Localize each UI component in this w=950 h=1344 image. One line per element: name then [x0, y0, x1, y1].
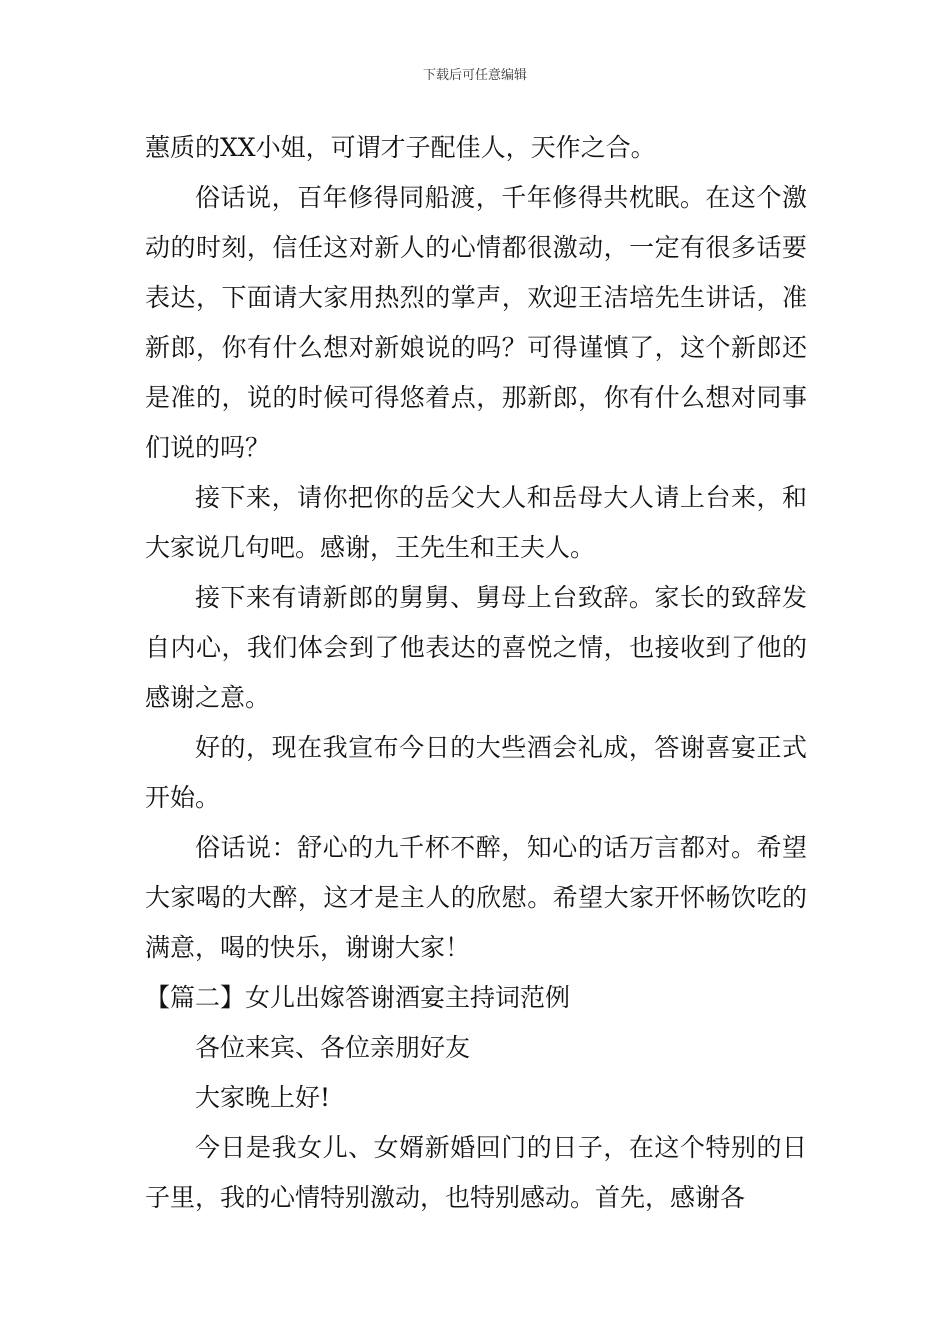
paragraph-good-evening: 大家晚上好!: [195, 1083, 331, 1112]
section-heading: 【篇二】女儿出嫁答谢酒宴主持词范例: [145, 983, 571, 1012]
paragraph-greeting: 各位来宾、各位亲朋好友: [195, 1033, 471, 1062]
paragraph-4: 接下来有请新郎的舅舅、舅母上台致辞。家长的致辞发自内心，我们体会到了他表达的喜悦之情，也接收到了他的感谢之意。: [145, 583, 807, 712]
paragraph-6: 俗话说：舒心的九千杯不醉，知心的话万言都对。希望大家喝的大醉，这才是主人的欣慰。希望大家开怀畅饮吃的满意，喝的快乐，谢谢大家！: [145, 833, 807, 962]
paragraph-5: 好的，现在我宣布今日的大些酒会礼成，答谢喜宴正式开始。: [145, 733, 807, 812]
document-body: [145, 123, 807, 1223]
paragraph-1: 蕙质的XX小姐，可谓才子配佳人，天作之合。: [145, 133, 656, 162]
paragraph-last: 今日是我女儿、女婿新婚回门的日子，在这个特别的日子里，我的心情特别激动，也特别感动。首先，感谢各: [145, 1133, 807, 1212]
page-header: 下载后可任意编辑: [422, 68, 527, 83]
paragraph-2: 俗话说，百年修得同船渡，千年修得共枕眠。在这个激动的时刻，信任这对新人的心情都很激动，一定有很多话要表达，下面请大家用热烈的掌声，欢迎王洁培先生讲话，准新郎，你有什么想对新娘说的吗？可得谨慎了，这个新郎还是准的，说的时候可得悠着点，那新郎，你有什么想对同事们说的吗？: [145, 183, 807, 462]
paragraph-3: 接下来，请你把你的岳父大人和岳母大人请上台来，和大家说几句吧。感谢，王先生和王夫人。: [145, 483, 807, 562]
